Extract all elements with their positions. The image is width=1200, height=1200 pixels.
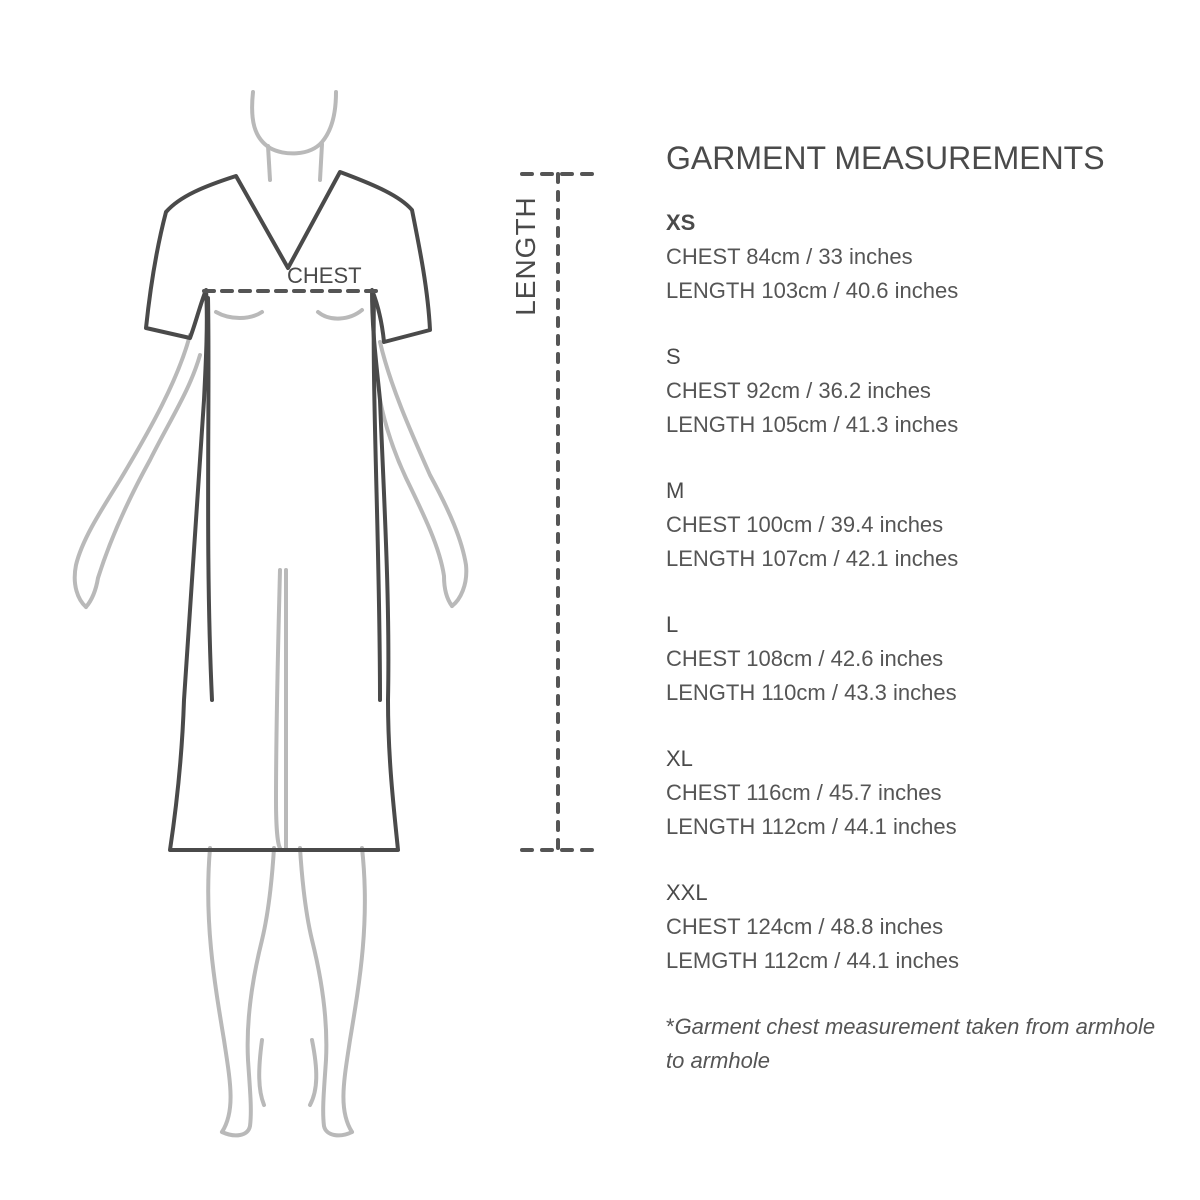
chest-measurement: CHEST 100cm / 39.4 inches (666, 512, 944, 537)
length-measurement: LENGTH 107cm / 42.1 inches (666, 546, 959, 571)
length-label: LENGTH (510, 196, 541, 316)
chest-measurement: CHEST 92cm / 36.2 inches (666, 378, 931, 403)
footnote-text: Garment chest measurement taken from armhole to armhole (666, 1014, 1156, 1073)
length-measurement: LENGTH 103cm / 40.6 inches (666, 278, 959, 303)
size-name: XL (666, 746, 693, 771)
size-name: S (666, 344, 681, 369)
size-block-xl (666, 742, 1166, 844)
size-block-m (666, 474, 1166, 576)
length-measurement: LENGTH 110cm / 43.3 inches (666, 680, 957, 705)
chest-measurement: CHEST 124cm / 48.8 inches (666, 914, 944, 939)
size-block-l (666, 608, 1166, 710)
footnote-star: * (666, 1014, 675, 1039)
length-measurement: LEMGTH 112cm / 44.1 inches (666, 948, 960, 973)
measurements-panel (666, 140, 1166, 1078)
chest-label: CHEST (287, 263, 362, 288)
footnote (666, 1010, 1166, 1078)
size-name: XXL (666, 880, 708, 905)
size-block-xs (666, 206, 1166, 308)
length-measurement: LENGTH 112cm / 44.1 inches (666, 814, 957, 839)
length-measurement: LENGTH 105cm / 41.3 inches (666, 412, 959, 437)
chest-measurement: CHEST 84cm / 33 inches (666, 244, 913, 269)
size-block-xxl (666, 876, 1166, 978)
body-silhouette (75, 92, 467, 1135)
panel-title: GARMENT MEASUREMENTS (666, 140, 1105, 176)
chest-measurement: CHEST 108cm / 42.6 inches (666, 646, 944, 671)
size-name: M (666, 478, 685, 503)
size-block-s (666, 340, 1166, 442)
size-name: L (666, 612, 679, 637)
size-name: XS (666, 210, 696, 235)
chest-measurement: CHEST 116cm / 45.7 inches (666, 780, 942, 805)
